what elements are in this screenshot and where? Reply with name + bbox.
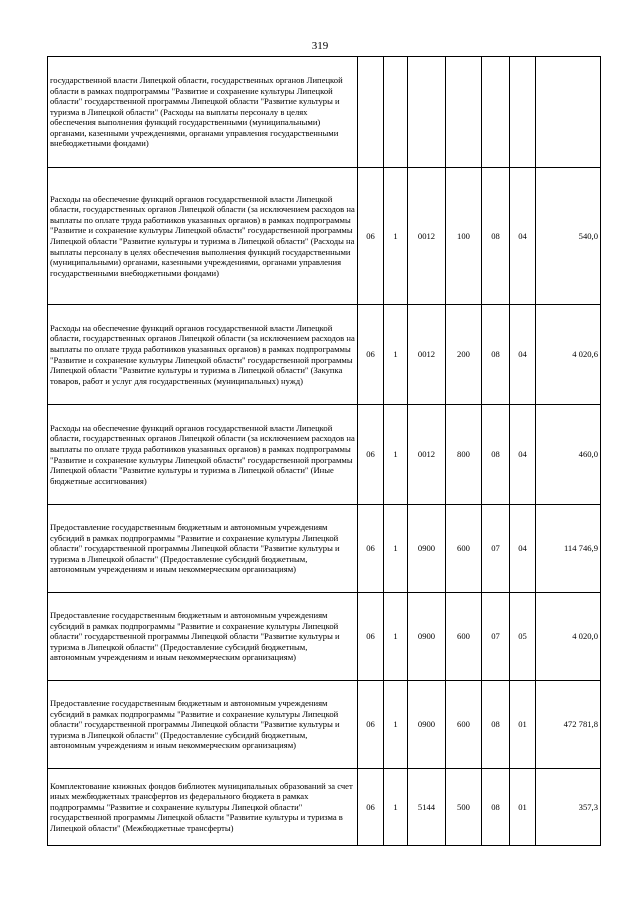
code-cell: 06 <box>358 305 384 405</box>
code-cell: 08 <box>482 681 510 769</box>
code-cell: 0900 <box>408 681 446 769</box>
expense-description: Предоставление государственным бюджетным и автономным учреждениям субсидий в рамках подпрограммы "Развитие и сохранение культуры Липецкой области" государственной программы Липецкой области "Развитие культуры и туризма в Липецкой области" (Предоставление субсидий бюджетным, автономным учреждениям и иным некоммерческим организациям) <box>48 681 358 769</box>
table-row <box>48 769 601 846</box>
code-cell: 600 <box>446 681 482 769</box>
expense-description: Расходы на обеспечение функций органов государственной власти Липецкой области, государственных органов Липецкой области (за исключением расходов на выплаты по оплате труда работников указанных органов) в рамках подпрограммы "Развитие и сохранение культуры Липецкой области" государственной программы Липецкой области "Развитие культуры и туризма в Липецкой области" (Иные бюджетные ассигнования) <box>48 405 358 505</box>
code-cell: 1 <box>384 769 408 846</box>
code-cell: 500 <box>446 769 482 846</box>
expense-description: государственной власти Липецкой области, государственных органов Липецкой области в рамках подпрограммы "Развитие и сохранение культуры Липецкой области" государственной программы Липецкой области "Развитие культуры и туризма в Липецкой области" (Расходы на выплаты персоналу в целях обеспечения выполнения функций государственными (муниципальными) органами, казенными учреждениями, органами управления государственными внебюджетными фондами) <box>48 57 358 168</box>
code-cell: 04 <box>510 168 536 305</box>
amount-cell: 472 781,8 <box>536 681 601 769</box>
code-cell: 01 <box>510 769 536 846</box>
code-cell <box>358 57 384 168</box>
code-cell: 1 <box>384 168 408 305</box>
code-cell: 01 <box>510 681 536 769</box>
code-cell: 08 <box>482 305 510 405</box>
code-cell: 600 <box>446 593 482 681</box>
code-cell: 06 <box>358 593 384 681</box>
code-cell: 06 <box>358 405 384 505</box>
code-cell <box>482 57 510 168</box>
code-cell <box>446 57 482 168</box>
code-cell: 200 <box>446 305 482 405</box>
amount-cell: 114 746,9 <box>536 505 601 593</box>
amount-cell: 357,3 <box>536 769 601 846</box>
code-cell: 100 <box>446 168 482 305</box>
code-cell: 0012 <box>408 405 446 505</box>
table-row <box>48 168 601 305</box>
code-cell: 1 <box>384 405 408 505</box>
code-cell: 07 <box>482 593 510 681</box>
page-number: 319 <box>311 40 329 52</box>
amount-cell: 460,0 <box>536 405 601 505</box>
table-row <box>48 505 601 593</box>
amount-cell <box>536 57 601 168</box>
code-cell: 05 <box>510 593 536 681</box>
code-cell: 1 <box>384 305 408 405</box>
code-cell: 0012 <box>408 168 446 305</box>
code-cell: 06 <box>358 681 384 769</box>
expense-description: Предоставление государственным бюджетным и автономным учреждениям субсидий в рамках подпрограммы "Развитие и сохранение культуры Липецкой области" государственной программы Липецкой области "Развитие культуры и туризма в Липецкой области" (Предоставление субсидий бюджетным, автономным учреждениям и иным некоммерческим организациям) <box>48 593 358 681</box>
code-cell: 5144 <box>408 769 446 846</box>
code-cell: 04 <box>510 405 536 505</box>
code-cell <box>384 57 408 168</box>
code-cell: 1 <box>384 593 408 681</box>
code-cell: 08 <box>482 769 510 846</box>
code-cell: 08 <box>482 405 510 505</box>
table-row <box>48 305 601 405</box>
code-cell <box>510 57 536 168</box>
code-cell: 0900 <box>408 505 446 593</box>
code-cell: 600 <box>446 505 482 593</box>
expense-description: Расходы на обеспечение функций органов государственной власти Липецкой области, государственных органов Липецкой области (за исключением расходов на выплаты по оплате труда работников указанных органов) в рамках подпрограммы "Развитие и сохранение культуры Липецкой области" государственной программы Липецкой области "Развитие культуры и туризма в Липецкой области" (Расходы на выплаты персоналу в целях обеспечения выполнения функций государственными (муниципальными) органами, казенными учреждениями, органами управления государственными внебюджетными фондами) <box>48 168 358 305</box>
code-cell: 07 <box>482 505 510 593</box>
code-cell: 04 <box>510 305 536 405</box>
code-cell: 06 <box>358 505 384 593</box>
code-cell: 06 <box>358 168 384 305</box>
code-cell: 800 <box>446 405 482 505</box>
expense-description: Комплектование книжных фондов библиотек муниципальных образований за счет иных межбюджетных трансфертов из федерального бюджета в рамках подпрограммы "Развитие и сохранение культуры Липецкой области" государственной программы Липецкой области "Развитие культуры и туризма в Липецкой области" (Межбюджетные трансферты) <box>48 769 358 846</box>
code-cell: 06 <box>358 769 384 846</box>
amount-cell: 540,0 <box>536 168 601 305</box>
code-cell <box>408 57 446 168</box>
amount-cell: 4 020,6 <box>536 305 601 405</box>
budget-table <box>47 56 601 846</box>
amount-cell: 4 020,0 <box>536 593 601 681</box>
code-cell: 0012 <box>408 305 446 405</box>
code-cell: 0900 <box>408 593 446 681</box>
code-cell: 1 <box>384 505 408 593</box>
table-row <box>48 405 601 505</box>
expense-description: Предоставление государственным бюджетным и автономным учреждениям субсидий в рамках подпрограммы "Развитие и сохранение культуры Липецкой области" государственной программы Липецкой области "Развитие культуры и туризма в Липецкой области" (Предоставление субсидий бюджетным, автономным учреждениям и иным некоммерческим организациям) <box>48 505 358 593</box>
expense-description: Расходы на обеспечение функций органов государственной власти Липецкой области, государственных органов Липецкой области (за исключением расходов на выплаты по оплате труда работников указанных органов) в рамках подпрограммы "Развитие и сохранение культуры Липецкой области" государственной программы Липецкой области "Развитие культуры и туризма в Липецкой области" (Закупка товаров, работ и услуг для государственных (муниципальных) нужд) <box>48 305 358 405</box>
table-row <box>48 593 601 681</box>
code-cell: 08 <box>482 168 510 305</box>
code-cell: 1 <box>384 681 408 769</box>
table-row <box>48 57 601 168</box>
code-cell: 04 <box>510 505 536 593</box>
table-row <box>48 681 601 769</box>
